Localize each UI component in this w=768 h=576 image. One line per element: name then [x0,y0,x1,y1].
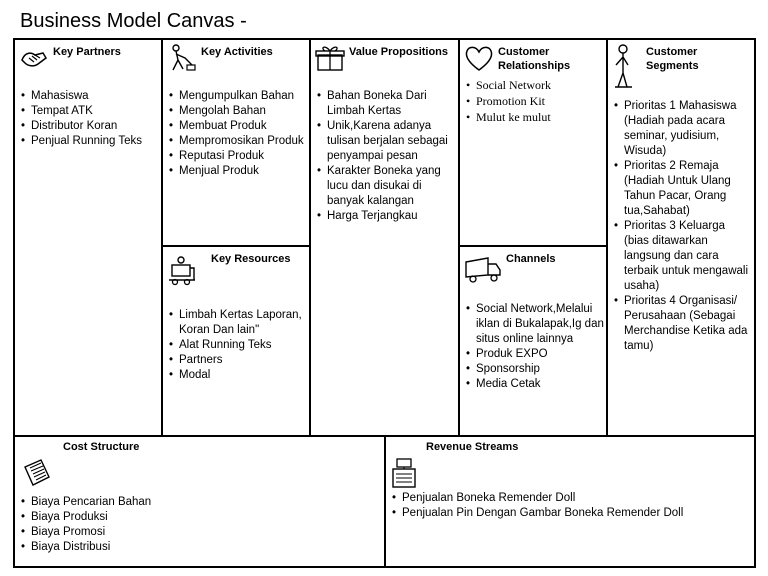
list-item: • Harga Terjangkau [313,209,456,224]
list-item: • Penjualan Pin Dengan Gambar Boneka Remender Doll [388,506,752,521]
list-item: • Penjual Running Teks [17,134,159,149]
key-resources-list [163,308,309,383]
list-item: • Unik,Karena adanya tulisan berjalan sebagai penyampai pesan [313,119,456,164]
key-resources-block [161,245,311,437]
cost-structure-list [15,495,384,555]
value-propositions-list [311,89,458,224]
customer-relationships-block [458,38,608,247]
list-item: • Mulut ke mulut [462,109,604,125]
value-propositions-block [309,38,460,437]
cost-structure-block [13,435,386,568]
customer-relationships-header [460,40,606,73]
key-activities-title: Key Activities [201,46,273,58]
cash-register-icon [390,455,420,491]
customer-segments-list [608,99,754,354]
list-item: • Social Network,Melalui iklan di Bukalapak,Ig dan situs online lainnya [462,302,604,347]
list-item: • Prioritas 2 Remaja (Hadiah Untuk Ulang Tahun Pacar, Orang tua,Sahabat) [610,159,752,219]
key-activities-list [163,89,309,179]
list-item: • Karakter Boneka yang lucu dan disukai di banyak kalangan [313,164,456,209]
value-propositions-title: Value Propositions [349,46,449,58]
gift-icon [315,43,345,73]
list-item: • Mengolah Bahan [165,104,307,119]
key-resources-title: Key Resources [211,253,291,265]
list-item: • Biaya Produksi [17,510,382,525]
list-item: • Media Cetak [462,377,604,392]
channels-header [460,247,606,284]
list-item: • Modal [165,368,307,383]
list-item: • Biaya Pencarian Bahan [17,495,382,510]
revenue-streams-block [384,435,756,568]
list-item: • Social Network [462,77,604,93]
cost-structure-title: Cost Structure [63,441,140,453]
list-item: • Biaya Distribusi [17,540,382,555]
list-item: • Prioritas 4 Organisasi/ Perusahaan (Sebagai Merchandise Ketika ada tamu) [610,294,752,354]
list-item: • Tempat ATK [17,104,159,119]
list-item: • Partners [165,353,307,368]
key-activities-block [161,38,311,247]
list-item: • Bahan Boneka Dari Limbah Kertas [313,89,456,119]
list-item: • Prioritas 3 Keluarga (bias ditawarkan langsung dan cara terbaik untuk mengawali usaha) [610,219,752,294]
list-item: • Produk EXPO [462,347,604,362]
receipt-icon [21,457,53,489]
worker-icon [167,43,197,73]
customer-segments-title: Customer Segments [646,46,699,72]
key-partners-block [13,38,163,437]
customer-segments-block [606,38,756,437]
list-item: • Mahasiswa [17,89,159,104]
list-item: • Distributor Koran [17,119,159,134]
truck-icon [464,254,502,284]
list-item: • Limbah Kertas Laporan, Koran Dan lain" [165,308,307,338]
list-item: • Prioritas 1 Mahasiswa (Hadiah pada acara seminar, yudisium, Wisuda) [610,99,752,159]
channels-block [458,245,608,437]
value-propositions-header [311,40,458,73]
list-item: • Biaya Promosi [17,525,382,540]
revenue-streams-list [386,491,754,521]
customer-relationships-title: Customer Relationships [498,46,571,72]
customer-segments-header [608,40,754,89]
list-item: • Reputasi Produk [165,149,307,164]
person-icon [612,43,642,89]
channels-list [460,302,606,392]
list-item: • Mengumpulkan Bahan [165,89,307,104]
heart-icon [464,43,494,73]
list-item: • Promotion Kit [462,93,604,109]
list-item: • Membuat Produk [165,119,307,134]
channels-title: Channels [506,253,556,265]
key-partners-list [15,89,161,149]
forklift-icon [167,256,197,286]
list-item: • Menjual Produk [165,164,307,179]
list-item: • Penjualan Boneka Remender Doll [388,491,752,506]
key-partners-title: Key Partners [53,46,121,58]
key-resources-header [163,247,309,286]
handshake-icon [19,43,49,73]
list-item: • Sponsorship [462,362,604,377]
page-title: Business Model Canvas - [20,10,247,32]
list-item: • Alat Running Teks [165,338,307,353]
key-activities-header [163,40,309,73]
revenue-streams-title: Revenue Streams [426,441,519,453]
key-partners-header [15,40,161,73]
customer-relationships-list [460,77,606,125]
list-item: • Mempromosikan Produk [165,134,307,149]
